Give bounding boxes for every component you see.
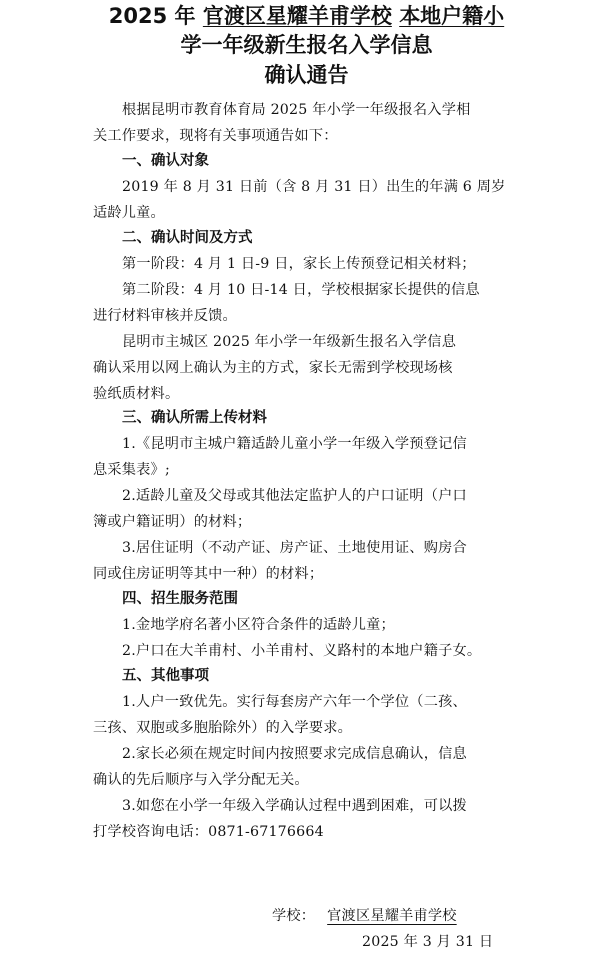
section-2-para-line-1: 昆明市主城区 2025 年小学一年级新生报名入学信息: [122, 334, 457, 350]
title-year: 2025 年: [108, 4, 203, 28]
section-5-heading: 五、其他事项: [122, 668, 209, 684]
section-3-item-3-line-2: 同或住房证明等其中一种）的材料；: [93, 566, 324, 582]
section-5-item-2-line-2: 确认的先后顺序与入学分配无关。: [93, 772, 309, 788]
section-5-item-3-line-1: 3.如您在小学一年级入学确认过程中遇到困难，可以拨: [122, 798, 467, 814]
section-3-item-1-line-1: 1.《昆明市主城户籍适龄儿童小学一年级入学预登记信: [122, 436, 467, 452]
section-3-item-3-line-1: 3.居住证明（不动产证、房产证、土地使用证、购房合: [122, 540, 467, 556]
section-2-heading: 二、确认时间及方式: [122, 230, 253, 246]
section-1-line-2: 适龄儿童。: [93, 205, 165, 221]
section-3-item-2-line-2: 簿或户籍证明）的材料；: [93, 514, 252, 530]
signature-school: 官渡区星耀羊甫学校: [327, 908, 457, 924]
section-2-para-line-2: 确认采用以网上确认为主的方式，家长无需到学校现场核: [93, 360, 453, 376]
section-4-item-1: 1.金地学府名著小区符合条件的适龄儿童；: [122, 617, 395, 633]
section-5-item-1-line-1: 1.人户一致优先。实行每套房产六年一个学位（二孩、: [122, 694, 467, 710]
notice-title-line-2: 学一年级新生报名入学信息: [180, 33, 433, 57]
intro-line-2: 关工作要求，现将有关事项通告如下：: [93, 128, 338, 144]
section-2-phase-1: 第一阶段：4 月 1 日-9 日，家长上传预登记相关材料；: [122, 256, 476, 272]
section-5-item-3-line-2: 打学校咨询电话：0871-67176664: [93, 824, 324, 840]
section-2-para-line-3: 验纸质材料。: [93, 386, 180, 402]
section-2-phase-2-line-1: 第二阶段：4 月 10 日-14 日，学校根据家长提供的信息: [122, 282, 480, 298]
section-3-item-1-line-2: 息采集表》;: [93, 462, 170, 478]
title-tail: 本地户籍小: [399, 4, 505, 28]
signature-school-line: [272, 904, 469, 928]
signature-label: 学校：: [272, 908, 316, 924]
intro-line-1: 根据昆明市教育体育局 2025 年小学一年级报名入学相: [122, 102, 471, 118]
section-4-item-2: 2.户口在大羊甫村、小羊甫村、义路村的本地户籍子女。: [122, 643, 482, 659]
notice-title-line-1: [0, 2, 613, 30]
notice-title-line-3: 确认通告: [264, 63, 349, 87]
signature-date: 2025 年 3 月 31 日: [362, 934, 494, 950]
section-5-item-1-line-2: 三孩、双胞或多胞胎除外）的入学要求。: [93, 720, 352, 736]
section-3-heading: 三、确认所需上传材料: [122, 410, 267, 426]
title-school: 官渡区星耀羊甫学校: [202, 4, 392, 28]
section-5-item-2-line-1: 2.家长必须在规定时间内按照要求完成信息确认，信息: [122, 746, 467, 762]
section-1-line-1: 2019 年 8 月 31 日前（含 8 月 31 日）出生的年满 6 周岁: [122, 179, 506, 195]
section-1-heading: 一、确认对象: [122, 153, 209, 169]
section-4-heading: 四、招生服务范围: [122, 591, 238, 607]
section-3-item-2-line-1: 2.适龄儿童及父母或其他法定监护人的户口证明（户口: [122, 488, 467, 504]
section-2-phase-2-line-2: 进行材料审核并反馈。: [93, 308, 237, 324]
